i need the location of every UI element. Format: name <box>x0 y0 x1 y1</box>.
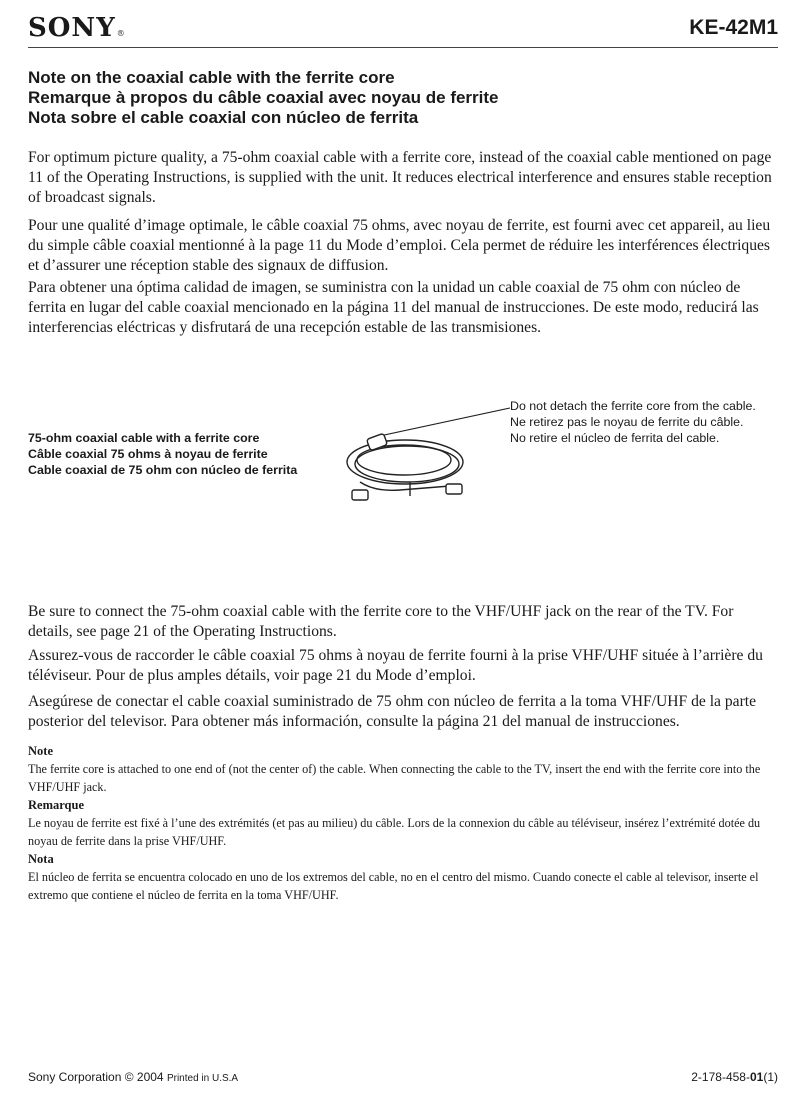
heading-fr: Remarque à propos du câble coaxial avec noyau de ferrite <box>28 88 499 107</box>
heading-es: Nota sobre el cable coaxial con núcleo de ferrita <box>28 108 419 127</box>
note-text-fr: Le noyau de ferrite est fixé à l’une des extrémités (et pas au milieu) du câble. Lors de la connexion du câble au téléviseur, insérez l’extrémité dotée du noyau de ferrite dans la prise VHF/UHF. <box>28 816 761 848</box>
brand-name: SONY <box>28 13 116 43</box>
cable-tail <box>360 482 450 490</box>
connector-left <box>352 490 368 500</box>
note-title-fr: Remarque <box>28 798 85 812</box>
connect-paragraph-fr: Assurez-vous de raccorder le câble coaxial 75 ohms à noyau de ferrite fourni à la prise VHF/UHF située à l’arrière du téléviseur. Pour de plus amples détails, voir page 21 du Mode d’emploi. <box>28 647 763 684</box>
heading-en: Note on the coaxial cable with the ferrite core <box>28 68 395 87</box>
cable-caption-es: Cable coaxial de 75 ohm con núcleo de ferrita <box>28 463 298 477</box>
warning-fr: Ne retirez pas le noyau de ferrite du câble. <box>510 415 744 429</box>
intro-paragraph-en: For optimum picture quality, a 75-ohm coaxial cable with a ferrite core, instead of the coaxial cable mentioned on page 11 of the Operating Instructions, is supplied with the unit. It reduces electrical interference and ensures stable reception of broadcast signals. <box>28 149 772 206</box>
part-number-prefix: 2-178-458- <box>691 1070 750 1084</box>
intro-paragraph-fr: Pour une qualité d’image optimale, le câble coaxial 75 ohms, avec noyau de ferrite, est fourni avec cet appareil, au lieu du simple câble coaxial mentionné à la page 11 du Mode d’emploi. Cela permet de réduire les interférences électriques et d’assurer une réception stable des signaux de diffusion. <box>28 217 771 274</box>
header-rule <box>28 47 778 48</box>
cable-caption-en: 75-ohm coaxial cable with a ferrite core <box>28 431 260 445</box>
connect-paragraph-en: Be sure to connect the 75-ohm coaxial cable with the ferrite core to the VHF/UHF jack on the rear of the TV. For details, see page 21 of the Operating Instructions. <box>28 603 734 640</box>
part-number-suffix: (1) <box>763 1070 778 1084</box>
connect-paragraph-es: Asegúrese de conectar el cable coaxial suministrado de 75 ohm con núcleo de ferrita a la toma VHF/UHF de la parte posterior del televisor. Para obtener más información, consulte la página 21 del manual de instrucciones. <box>28 693 757 730</box>
connector-right <box>446 484 462 494</box>
cable-caption <box>28 430 297 478</box>
warning-es: No retire el núcleo de ferrita del cable. <box>510 431 720 445</box>
part-number-bold: 01 <box>749 1070 764 1084</box>
copyright: © 2004 <box>124 1070 164 1084</box>
note-title-es: Nota <box>28 852 54 866</box>
footer-company <box>28 1070 238 1084</box>
cable-caption-fr: Câble coaxial 75 ohms à noyau de ferrite <box>28 447 268 461</box>
company-name: Sony Corporation <box>28 1070 122 1084</box>
note-text-en: The ferrite core is attached to one end of (not the center of) the cable. When connecting the cable to the TV, insert the end with the ferrite core into the VHF/UHF jack. <box>28 762 761 794</box>
leader-line <box>375 408 510 437</box>
note-text-es: El núcleo de ferrita se encuentra colocado en uno de los extremos del cable, no en el centro del mismo. Cuando conecte el cable al televisor, inserte el extremo que contiene el núcleo de ferrita en la toma VHF/UHF. <box>28 870 759 902</box>
printed-in: Printed in U.S.A <box>166 1073 239 1084</box>
warning-en: Do not detach the ferrite core from the cable. <box>510 399 756 413</box>
ferrite-warning-caption <box>510 398 756 446</box>
trademark-symbol: ® <box>116 29 126 38</box>
page-title <box>28 68 499 128</box>
coaxial-cable-illustration <box>330 400 520 520</box>
brand-logo <box>28 13 126 43</box>
intro-paragraph-es: Para obtener una óptima calidad de imagen, se suministra con la unidad un cable coaxial de 75 ohm con núcleo de ferrita en lugar del cable coaxial mencionado en la página 11 del manual de instrucciones. De este modo, reducirá las interferencias eléctricas y disfrutará de una recepción estable de las transmisiones. <box>28 279 759 336</box>
part-number <box>691 1070 778 1084</box>
note-title-en: Note <box>28 744 53 758</box>
model-number: KE-42M1 <box>689 16 778 39</box>
